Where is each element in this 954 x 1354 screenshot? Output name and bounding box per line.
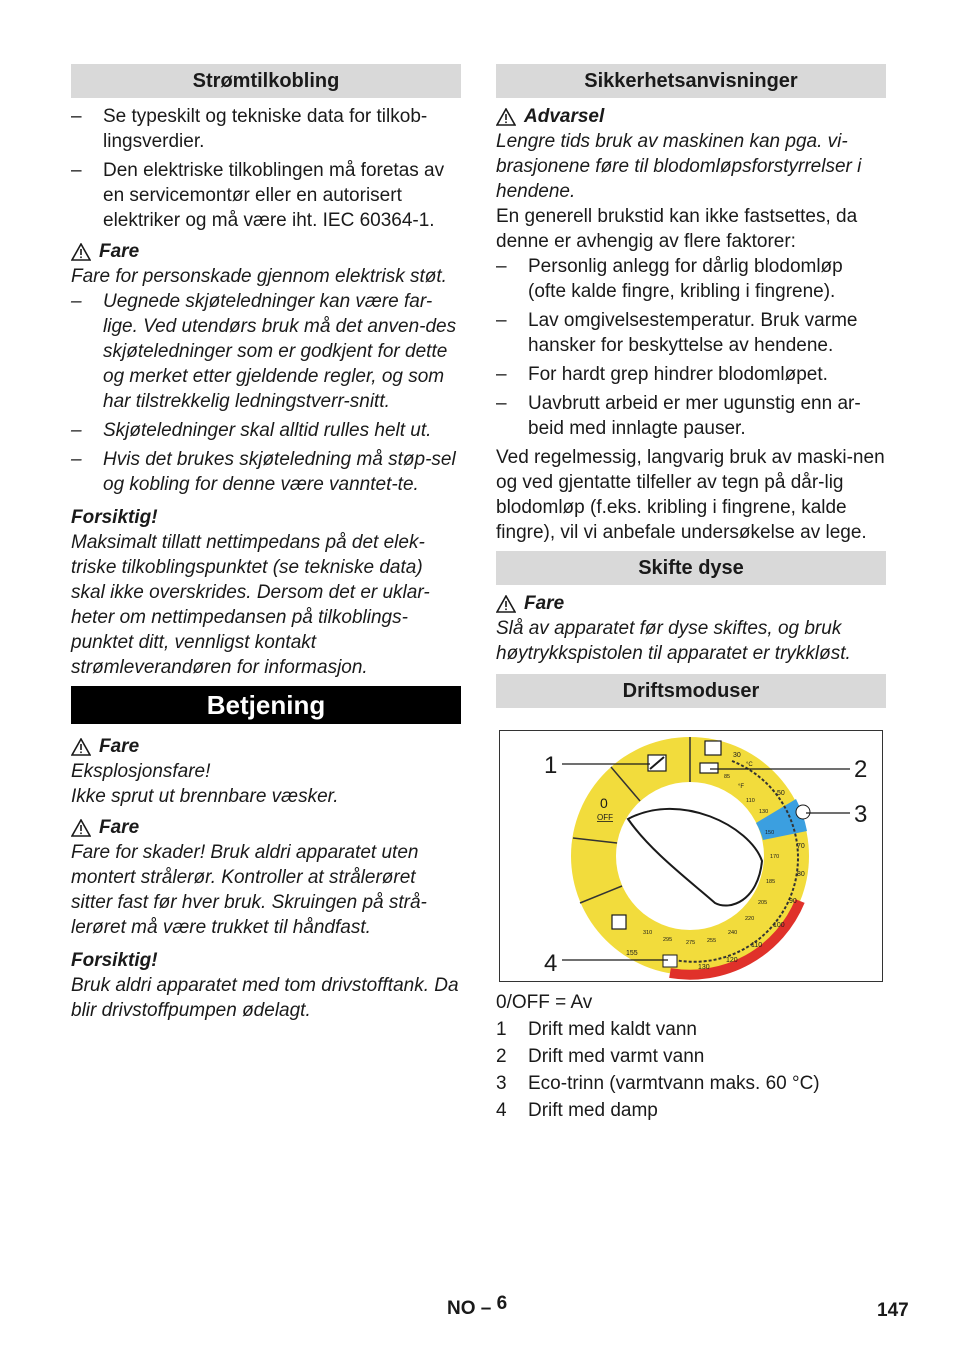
- mode-legend: [496, 990, 886, 1123]
- eco-icon: [796, 805, 810, 819]
- injury-warning-text: Fare for skader! Bruk aldri apparatet uten montert strålerør. Kontroller at strålerøret sitter fast før hver bruk. Skruingen på strå-lerøret må være trukket til håndfast.: [71, 842, 427, 938]
- fahrenheit-tick-label: 275: [686, 940, 696, 946]
- mode-dial-svg: [500, 731, 882, 981]
- forsiktig-heading: Forsiktig!: [71, 507, 158, 528]
- list-item: – Lav omgivelsestemperatur. Bruk varme hansker for beskyttelse av hendene.: [496, 310, 858, 356]
- warning-triangle-icon: [71, 243, 91, 261]
- fare-heading: Fare: [71, 239, 461, 264]
- fare-heading: Fare: [71, 815, 461, 840]
- left-column: [71, 64, 461, 1023]
- general-usage-text: En generell brukstid kan ikke fastsettes, da denne er avhengig av flere faktorer:: [496, 206, 858, 252]
- list-item: – Skjøteledninger skal alltid rulles helt ut.: [71, 420, 432, 441]
- fahrenheit-tick-label: 130: [759, 809, 769, 815]
- info-icon: [612, 915, 626, 929]
- celsius-tick-label: 90: [789, 898, 797, 905]
- fahrenheit-tick-label: 220: [745, 916, 755, 922]
- callout-2: 2: [854, 756, 868, 783]
- explosion-warning: Eksplosjonsfare!: [71, 761, 211, 782]
- fahrenheit-tick-label: 185: [766, 879, 776, 885]
- advarsel-heading: Advarsel: [496, 104, 886, 129]
- celsius-tick-label: 70: [797, 843, 805, 850]
- fahrenheit-tick-label: 170: [770, 854, 780, 860]
- fahrenheit-tick-label: 85: [724, 774, 731, 780]
- warning-triangle-icon: [71, 819, 91, 837]
- vibration-warning: Lengre tids bruk av maskinen kan pga. vi-brasjonene føre til blodomløpsforstyrrelser i hendene.: [496, 131, 862, 202]
- forsiktig-text: Maksimalt tillatt nettimpedans på det elek-triske tilkoblingspunktet (se tekniske data) skal ikke overskrides. Dersom det er uklar-heter om nettimpedansen på tilkoblings-punktet ditt, vennligst kontakt strømleverandøren for informasjon.: [71, 532, 430, 678]
- fahrenheit-tick-label: 110: [746, 798, 755, 804]
- list-item: – Hvis det brukes skjøteledning må støp-sel og kobling for denne være vanntet-te.: [71, 449, 456, 495]
- steam-icon: [663, 955, 677, 967]
- unit-celsius: °C: [746, 762, 753, 768]
- list-item: – Uavbrutt arbeid er mer ugunstig enn ar-beid med innlagte pauser.: [496, 393, 861, 439]
- celsius-tick-label: 155: [626, 950, 638, 957]
- forsiktig-heading: Forsiktig!: [71, 950, 158, 971]
- warning-triangle-icon: [496, 595, 516, 613]
- mode-item: 1 Drift med kaldt vann: [496, 1019, 697, 1040]
- nozzle-icon: [700, 763, 718, 773]
- footer-section-label: NO – 6: [447, 1293, 508, 1319]
- fahrenheit-tick-label: 255: [707, 938, 717, 944]
- fare-heading: Fare: [496, 591, 886, 616]
- heading-sikkerhetsanvisninger: Sikkerhetsanvisninger: [496, 64, 886, 98]
- mode-item: 3 Eco-trinn (varmtvann maks. 60 °C): [496, 1073, 820, 1094]
- callout-1: 1: [544, 752, 558, 779]
- list-item: – Se typeskilt og tekniske data for tilkob-lingsverdier.: [71, 106, 428, 152]
- section-title-betjening: Betjening: [71, 686, 461, 724]
- warning-triangle-icon: [496, 108, 516, 126]
- no-flammable-liquids: Ikke sprut ut brennbare væsker.: [71, 786, 339, 807]
- mode-dial-figure: [499, 730, 883, 982]
- celsius-tick-label: 80: [797, 871, 805, 878]
- fuel-tank-warning: Bruk aldri apparatet med tom drivstofftank. Da blir drivstoffpumpen ødelagt.: [71, 975, 459, 1021]
- list-item: – Personlig anlegg for dårlig blodomløp (ofte kalde fingre, kribling i fingrene).: [496, 256, 843, 302]
- warning-triangle-icon: [71, 738, 91, 756]
- list-item: – Uegnede skjøteledninger kan være far-lige. Ved utendørs bruk må det anven-des skjøteledninger som er godkjent for dette og merket etter gjeldende regler, og som har tilstrekkelig ledningstverr-snitt.: [71, 291, 457, 412]
- mode-item: 4 Drift med damp: [496, 1100, 658, 1121]
- fahrenheit-tick-label: 205: [758, 900, 768, 906]
- celsius-tick-label: 50: [777, 790, 785, 797]
- celsius-tick-label: 120: [726, 957, 738, 964]
- fahrenheit-tick-label: 310: [643, 930, 653, 936]
- right-column: [496, 64, 886, 1125]
- page-number: 147: [877, 1300, 909, 1321]
- celsius-tick-label: 110: [751, 942, 763, 949]
- celsius-tick-label: 130: [698, 964, 710, 971]
- unit-fahrenheit: °F: [738, 784, 745, 790]
- callout-4: 4: [544, 950, 558, 977]
- fare-heading: Fare: [71, 734, 461, 759]
- heading-driftsmoduser: Driftsmoduser: [496, 674, 886, 708]
- fahrenheit-tick-label: 240: [728, 930, 738, 936]
- mode-off: 0/OFF = Av: [496, 992, 593, 1013]
- fare-intro: Fare for personskade gjennom elektrisk støt.: [71, 266, 447, 287]
- factor-list: [496, 254, 886, 441]
- heading-stromtilkobling: Strømtilkobling: [71, 64, 461, 98]
- list-item: – Den elektriske tilkoblingen må foretas av en servicemontør eller en autorisert elektriker og må være iht. IEC 60364-1.: [71, 160, 445, 231]
- list-item: – For hardt grep hindrer blodomløpet.: [496, 364, 828, 385]
- dial-off-label: OFF: [597, 813, 613, 822]
- connection-list: [71, 104, 461, 233]
- celsius-tick-label: 30: [733, 752, 741, 759]
- dial-zero-label: 0: [600, 795, 608, 811]
- nozzle-change-warning: Slå av apparatet før dyse skiftes, og bruk høytrykkspistolen til apparatet er trykkløst.: [496, 618, 851, 664]
- mode-item: 2 Drift med varmt vann: [496, 1046, 705, 1067]
- callout-3: 3: [854, 801, 868, 828]
- regular-use-text: Ved regelmessig, langvarig bruk av maski-nen og ved gjentatte tilfeller av tegn på dår-lig blodomløp (f.eks. kribling i fingrene, kalde fingre), vil vi anbefale undersøkelse av lege.: [496, 447, 885, 543]
- fahrenheit-tick-label: 150: [765, 830, 775, 836]
- celsius-tick-label: 100: [773, 922, 785, 929]
- fahrenheit-tick-label: 295: [663, 937, 673, 943]
- heading-skifte-dyse: Skifte dyse: [496, 551, 886, 585]
- fare-list: [71, 289, 461, 497]
- hot-water-icon: [705, 741, 721, 755]
